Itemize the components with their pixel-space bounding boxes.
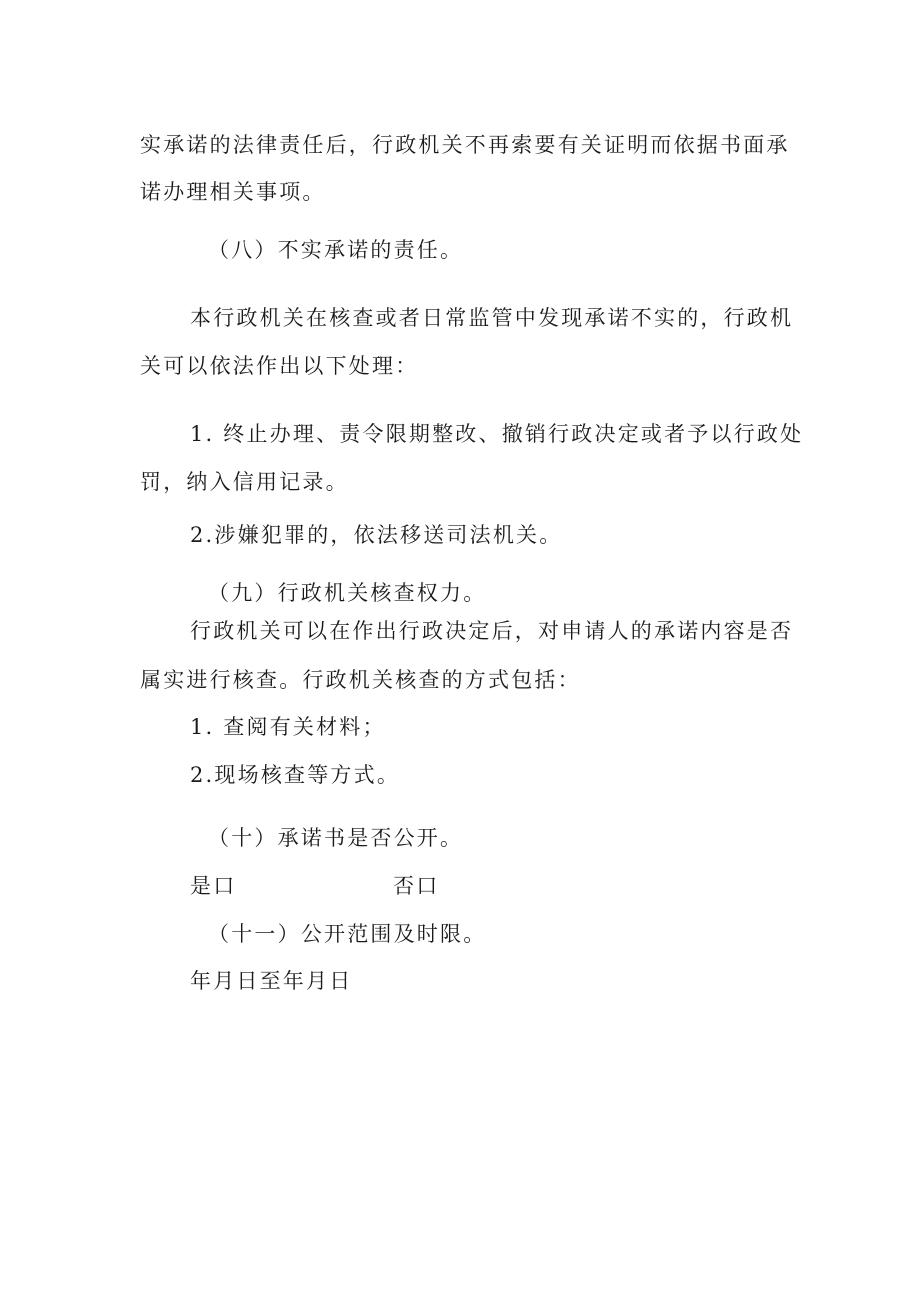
paragraph-line: 属实进行核查。行政机关核查的方式包括：	[140, 668, 581, 692]
paragraph-line: 诺办理相关事项。	[140, 180, 326, 204]
section-heading-11: （十一）公开范围及时限。	[208, 922, 487, 946]
paragraph-line: 行政机关可以在作出行政决定后，对申请人的承诺内容是否	[190, 619, 794, 643]
option-no: 否口	[393, 874, 440, 898]
date-range-line: 年月日至年月日	[190, 969, 353, 993]
paragraph-line: 本行政机关在核查或者日常监管中发现承诺不实的，行政机	[190, 306, 794, 330]
list-item: 1. 终止办理、责令限期整改、撤销行政决定或者予以行政处	[190, 422, 804, 446]
list-item: 1. 查阅有关材料；	[190, 715, 386, 739]
list-item-continuation: 罚，纳入信用记录。	[140, 470, 349, 494]
paragraph-line: 关可以依法作出以下处理：	[140, 354, 419, 378]
list-item: 2.涉嫌犯罪的，依法移送司法机关。	[190, 523, 563, 547]
section-heading-10: （十）承诺书是否公开。	[208, 826, 464, 850]
paragraph-line: 实承诺的法律责任后，行政机关不再索要有关证明而依据书面承	[140, 133, 790, 157]
section-heading-9: （九）行政机关核查权力。	[208, 581, 487, 605]
option-yes: 是口	[190, 874, 237, 898]
section-heading-8: （八）不实承诺的责任。	[208, 238, 464, 262]
list-item: 2.现场核查等方式。	[190, 763, 401, 787]
